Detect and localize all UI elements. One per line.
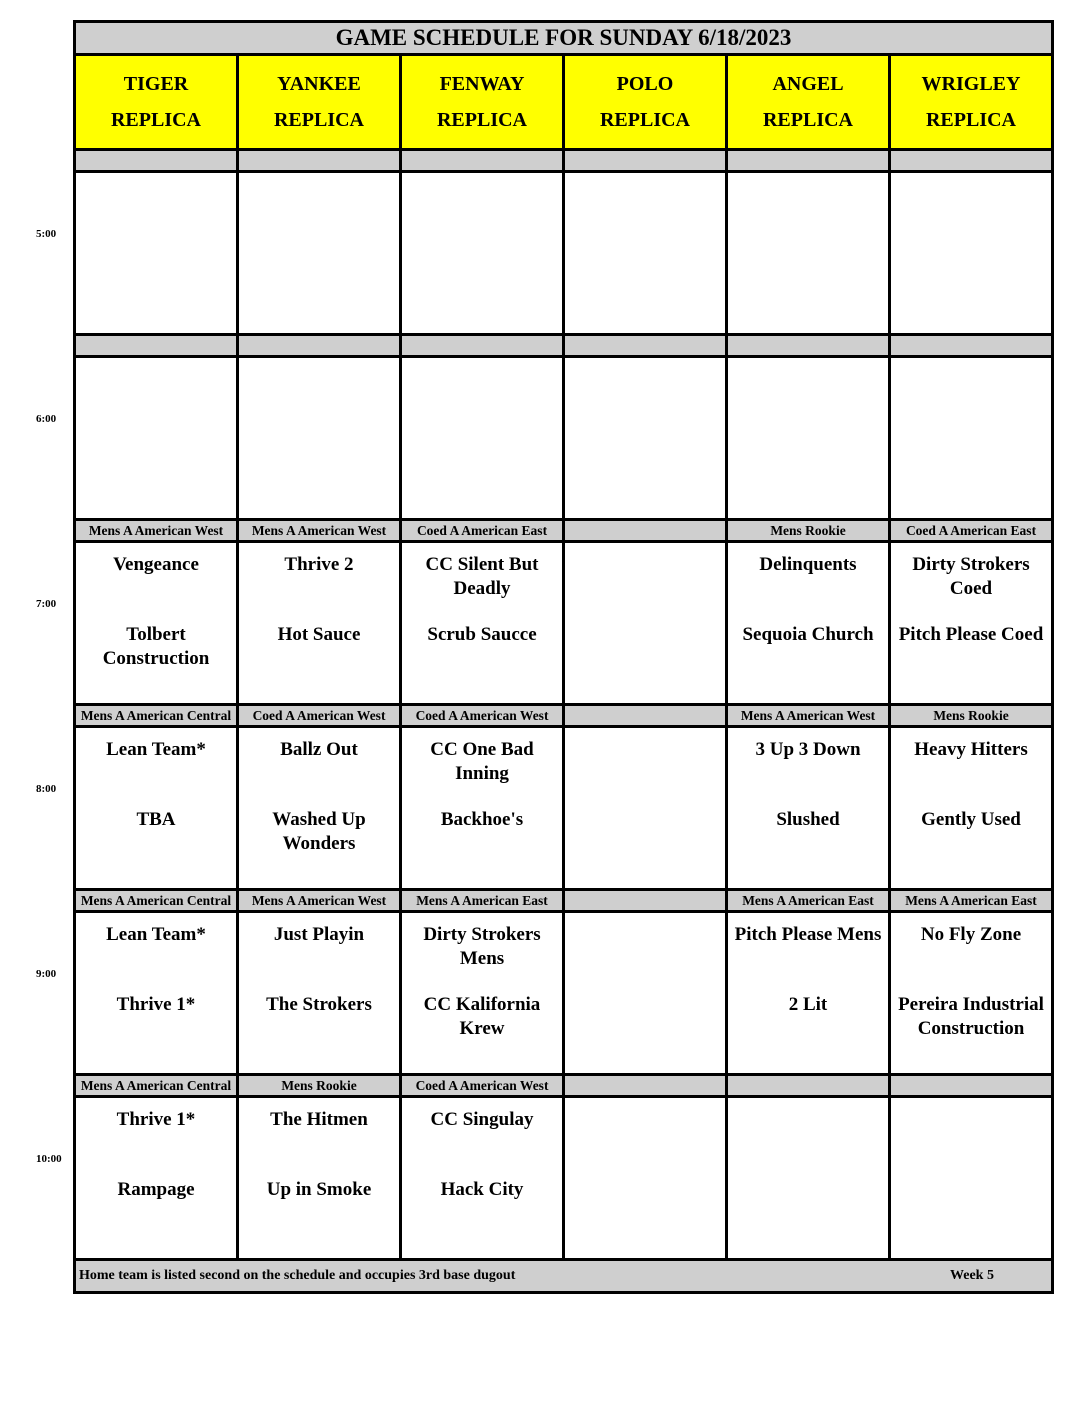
home-team — [565, 623, 725, 703]
away-team — [565, 1098, 725, 1178]
home-team — [728, 1178, 888, 1258]
division-label: Mens A American Central — [75, 705, 238, 727]
away-team — [239, 173, 399, 253]
home-team: Hack City — [440, 1179, 524, 1200]
division-label — [401, 335, 564, 357]
home-team — [565, 993, 725, 1073]
away-team: Ballz Out — [280, 739, 358, 760]
away-team: 3 Up 3 Down — [755, 739, 861, 760]
home-team: Washed Up Wonders — [272, 809, 366, 854]
game-cell — [727, 172, 890, 335]
game-cell — [75, 1097, 238, 1260]
division-label: Mens Rookie — [238, 1075, 401, 1097]
game-cell — [401, 1097, 564, 1260]
away-team — [565, 913, 725, 993]
away-team — [402, 358, 562, 438]
division-label — [564, 890, 727, 912]
home-team: Thrive 1* — [116, 994, 196, 1015]
game-cell — [727, 357, 890, 520]
away-team — [76, 173, 236, 253]
division-label — [890, 335, 1053, 357]
away-team — [76, 358, 236, 438]
game-cell — [75, 357, 238, 520]
away-team: Vengeance — [113, 554, 199, 575]
game-cell — [401, 912, 564, 1075]
home-team: Hot Sauce — [277, 624, 361, 645]
game-cell — [401, 172, 564, 335]
game-cell — [564, 1097, 727, 1260]
field-header-fenway: FENWAY REPLICA — [401, 55, 564, 150]
away-team: Just Playin — [273, 924, 365, 945]
game-cell — [890, 1097, 1053, 1260]
game-cell — [564, 542, 727, 705]
away-team — [565, 358, 725, 438]
away-team — [565, 728, 725, 808]
time-label: 6:00 — [36, 413, 57, 425]
field-header-tiger: TIGER REPLICA — [75, 55, 238, 150]
game-cell — [727, 1097, 890, 1260]
away-team: Thrive 2 — [284, 554, 354, 575]
home-team: Slushed — [776, 809, 840, 830]
division-label: Coed A American West — [238, 705, 401, 727]
away-team — [402, 173, 562, 253]
home-team — [402, 438, 562, 518]
game-cell — [890, 357, 1053, 520]
division-label — [564, 705, 727, 727]
field-header-yankee: YANKEE REPLICA — [238, 55, 401, 150]
game-cell — [75, 542, 238, 705]
division-label — [564, 335, 727, 357]
time-label: 5:00 — [36, 228, 57, 240]
away-team: Delinquents — [759, 554, 857, 575]
away-team: Lean Team* — [106, 924, 206, 945]
away-team: CC One Bad Inning — [430, 739, 534, 784]
game-cell — [890, 172, 1053, 335]
game-cell — [238, 542, 401, 705]
game-cell — [890, 727, 1053, 890]
division-label: Mens Rookie — [890, 705, 1053, 727]
home-team: Pereira Industrial Construction — [898, 994, 1044, 1039]
home-team: Tolbert Construction — [102, 624, 210, 669]
time-label: 7:00 — [36, 598, 57, 610]
home-team: Rampage — [117, 1179, 195, 1200]
game-cell — [75, 912, 238, 1075]
home-team: Scrub Saucce — [427, 624, 537, 645]
away-team — [728, 358, 888, 438]
division-label — [401, 150, 564, 172]
division-label: Coed A American West — [401, 1075, 564, 1097]
division-label — [238, 150, 401, 172]
time-label: 8:00 — [36, 783, 57, 795]
game-cell — [890, 912, 1053, 1075]
away-team — [565, 543, 725, 623]
away-team: CC Silent But Deadly — [425, 554, 539, 599]
home-team: Gently Used — [921, 809, 1021, 830]
field-header-angel: ANGEL REPLICA — [727, 55, 890, 150]
away-team: Dirty Strokers Coed — [912, 554, 1030, 599]
away-team — [728, 1098, 888, 1178]
away-team — [239, 358, 399, 438]
away-team — [891, 173, 1051, 253]
game-cell — [727, 912, 890, 1075]
home-team: 2 Lit — [788, 994, 828, 1015]
away-team: Heavy Hitters — [914, 739, 1028, 760]
schedule-title: GAME SCHEDULE FOR SUNDAY 6/18/2023 — [75, 22, 1053, 55]
game-cell — [564, 727, 727, 890]
division-label: Mens Rookie — [727, 520, 890, 542]
game-cell — [238, 727, 401, 890]
division-label: Mens A American Central — [75, 890, 238, 912]
division-label — [727, 335, 890, 357]
home-team: Pitch Please Coed — [898, 624, 1044, 645]
time-label: 9:00 — [36, 968, 57, 980]
home-team — [728, 253, 888, 333]
division-label: Coed A American East — [401, 520, 564, 542]
home-team — [239, 253, 399, 333]
game-cell — [727, 542, 890, 705]
division-label: Mens A American West — [727, 705, 890, 727]
schedule-table — [73, 20, 1054, 1294]
home-team: TBA — [136, 809, 176, 830]
game-cell — [401, 727, 564, 890]
away-team: CC Singulay — [430, 1109, 534, 1130]
home-team — [565, 808, 725, 888]
home-team: The Strokers — [266, 994, 372, 1015]
home-team — [565, 438, 725, 518]
field-header-wrigley: WRIGLEY REPLICA — [890, 55, 1053, 150]
game-cell — [401, 542, 564, 705]
division-label: Mens A American West — [75, 520, 238, 542]
game-cell — [75, 727, 238, 890]
away-team: The Hitmen — [270, 1109, 368, 1130]
game-cell — [75, 172, 238, 335]
division-label: Coed A American West — [401, 705, 564, 727]
game-cell — [238, 912, 401, 1075]
division-label: Mens A American East — [727, 890, 890, 912]
game-cell — [238, 172, 401, 335]
away-team — [565, 173, 725, 253]
division-label: Coed A American East — [890, 520, 1053, 542]
division-label — [727, 150, 890, 172]
home-team — [565, 1178, 725, 1258]
game-cell — [238, 357, 401, 520]
division-label: Mens A American East — [890, 890, 1053, 912]
game-cell — [890, 542, 1053, 705]
away-team: Thrive 1* — [116, 1109, 196, 1130]
away-team: Dirty Strokers Mens — [423, 924, 541, 969]
home-team — [891, 438, 1051, 518]
division-label: Mens A American West — [238, 890, 401, 912]
away-team — [728, 173, 888, 253]
game-cell — [564, 912, 727, 1075]
home-team — [402, 253, 562, 333]
home-team — [76, 438, 236, 518]
field-header-polo: POLO REPLICA — [564, 55, 727, 150]
game-cell — [564, 172, 727, 335]
home-team — [239, 438, 399, 518]
away-team — [891, 1098, 1051, 1178]
home-team-note: Home team is listed second on the schedule and occupies 3rd base dugout — [79, 1268, 516, 1283]
division-label — [238, 335, 401, 357]
division-label — [890, 1075, 1053, 1097]
home-team — [891, 1178, 1051, 1258]
week-label: Week 5 — [950, 1268, 994, 1283]
division-label: Mens A American Central — [75, 1075, 238, 1097]
game-cell — [727, 727, 890, 890]
schedule-footer — [75, 1260, 1053, 1293]
home-team: CC Kalifornia Krew — [423, 994, 541, 1039]
division-label — [564, 1075, 727, 1097]
division-label — [564, 520, 727, 542]
away-team: No Fly Zone — [920, 924, 1022, 945]
division-label: Mens A American East — [401, 890, 564, 912]
division-label: Mens A American West — [238, 520, 401, 542]
away-team: Lean Team* — [106, 739, 206, 760]
division-label — [890, 150, 1053, 172]
game-cell — [238, 1097, 401, 1260]
home-team: Backhoe's — [440, 809, 524, 830]
game-cell — [564, 357, 727, 520]
game-cell — [401, 357, 564, 520]
home-team: Sequoia Church — [742, 624, 874, 645]
division-label — [75, 150, 238, 172]
away-team: Pitch Please Mens — [734, 924, 882, 945]
division-label — [727, 1075, 890, 1097]
home-team — [891, 253, 1051, 333]
home-team — [728, 438, 888, 518]
home-team: Up in Smoke — [266, 1179, 372, 1200]
division-label — [75, 335, 238, 357]
division-label — [564, 150, 727, 172]
home-team — [565, 253, 725, 333]
home-team — [76, 253, 236, 333]
away-team — [891, 358, 1051, 438]
time-label: 10:00 — [36, 1153, 62, 1165]
